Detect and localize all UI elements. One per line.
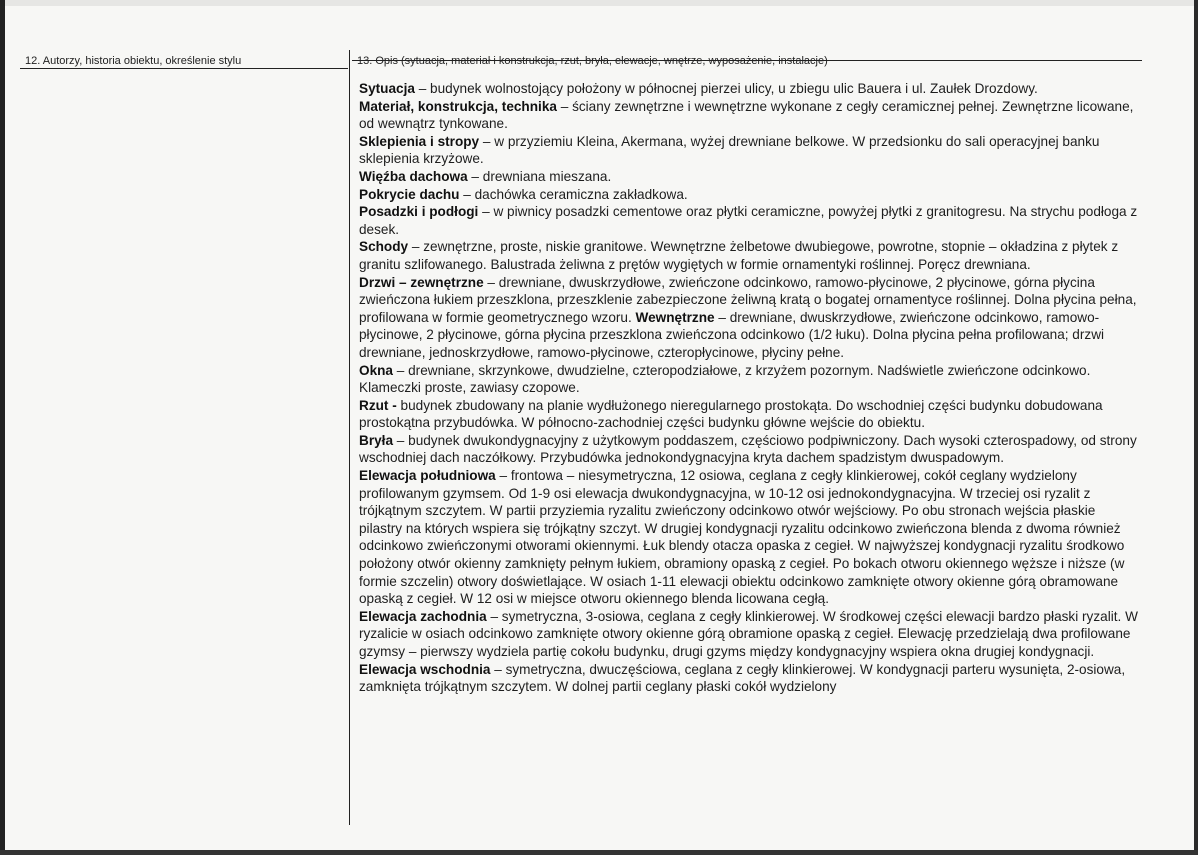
paragraph-text: – symetryczna, 3-osiowa, ceglana z cegły klinkierowej. W środkowej części elewacji bardzo płaski ryzalit. W ryzalicie w osiach odcinkowo zamknięte otwory okienne górą obramione opaską z cegieł. Elewację przedzielają dwa profilowane gzymsy – pierwszy wydziela partię cokołu budynku, drugi gzyms między kondygnacyjny wspiera okna drugiej kondygnacji. [359,608,1138,659]
paragraph-okna [359,362,1141,397]
paragraph-text: – w piwnicy posadzki cementowe oraz płytki ceramiczne, powyżej płytki z granitogresu. Na strychu podłoga z desek. [359,204,1138,237]
paragraph-posadzki [359,203,1141,238]
column-divider [349,50,350,825]
paragraph-label: Sytuacja [359,81,415,96]
paragraph-label: Rzut - [359,397,397,413]
paragraph-wiezba [359,168,1141,186]
paragraph-label: Drzwi – zewnętrzne [359,274,484,290]
scan-edge-right [1194,0,1198,855]
scan-edge-top [0,0,1198,6]
paragraph-text: – w przyziemiu Kleina, Akermana, wyżej drewniane belkowe. W przedsionku do sali operacyjnej banku sklepienia krzyżowe. [359,133,1100,167]
paragraph-elewacja-poludniowa [359,467,1141,608]
paragraph-text: – drewniana mieszana. [467,168,612,184]
paragraph-label: Pokrycie dachu [359,186,460,202]
paragraph-elewacja-wschodnia [359,661,1141,696]
paragraph-label: Wewnętrzne [635,309,715,325]
paragraph-bryla [359,432,1141,467]
paragraph-pokrycie [359,186,1141,204]
paragraph-text: – budynek wolnostojący położony w północnej pierzei ulicy, u zbiegu ulic Bauera i ul. Zaułek Drozdowy. [414,81,1038,96]
paragraph-text: – symetryczna, dwuczęściowa, ceglana z cegły klinkierowej. W kondygnacji parteru wysunięta, 2-osiowa, zamknięta trójkątnym szczytem. W dolnej partii ceglany płaski cokół wydzielony [359,661,1126,695]
paragraph-text: – frontowa – niesymetryczna, 12 osiowa, ceglana z cegły klinkierowej, cokół ceglany wydzielony profilowanym gzymsem. Od 1-9 osi elewacja dwukondygnacyjna, w 10-12 osi jednokondygnacyjna. W trzeciej osi ryzalit z trójkątnym szczytem. W partii przyziemia ryzalitu zwieńczony odcinkowo otwór wejściowy. Po obu stronach wejścia płaskie pilastry na których wspiera się trójkątny szczyt. W drugiej kondygnacji ryzalitu odcinkowo zwieńczona blenda z dwoma również odcinkowo zwieńczonymi otworami okiennymi. Łuk blendy otacza opaska z cegieł. W najwyższej kondygnacji ryzalitu środkowo położony otwór okienny zamknięty pełnym łukiem, obramiony opaską z cegieł. Po bokach otworu okiennego węższe i niższe (w formie szczelin) otwory doświetlające. W osiach 1-11 elewacji obiektu odcinkowo zamknięte otwory okienne górą obramowane opaską z cegieł. W 12 osi w miejsce otworu okiennego blenda licowana cegłą. [359,468,1125,607]
paragraph-text: budynek zbudowany na planie wydłużonego nieregularnego prostokąta. Do wschodniej części budynku dobudowana prostokątna przybudówka. W północno-zachodniej części budynku główne wejście do obiektu. [359,397,1103,431]
paragraph-label: Elewacja zachodnia [359,608,487,624]
paragraph-text: – drewniane, skrzynkowe, dwudzielne, czteropodziałowe, z krzyżem pozornym. Nadświetle zwieńczone odcinkowo. Klameczki proste, zawiasy czopowe. [359,362,1091,396]
paragraph-text: – drewniane, dwuskrzydłowe, zwieńczone odcinkowo, ramowo-płycinowe, 2 płycinowe, górna płycina zwieńczona łukiem przeszklona, przeszklenie zabezpieczone żeliwną kratą o bogatej ornamentyce roślinnej. Dolna płycina pełna, profilowana w formie geometrycznego wzoru. [359,274,1137,325]
section-12-header: 12. Autorzy, historia obiektu, określenie stylu [25,55,242,67]
paragraph-label: Materiał, konstrukcja, technika [359,98,557,114]
paragraph-sytuacja [359,80,1141,98]
section-12-rule [20,68,348,69]
paragraph-label: Elewacja południowa [359,468,496,484]
paragraph-label: Więźba dachowa [359,168,468,184]
paragraph-text: – dachówka ceramiczna zakładkowa. [459,186,688,202]
scan-edge-left [0,0,5,855]
paragraph-material [359,98,1141,133]
paragraph-text: – drewniane, dwuskrzydłowe, zwieńczone odcinkowo, ramowo-płycinowe, 2 płycinowe, górna płycina przeszklona zwieńczona odcinkowo (1/2 łuku). Dolna płycina pełna profilowana; drzwi drewniane, jednoskrzydłowe, ramowo-płycinowe, czteropłycinowe, płyciny pełne. [359,309,1105,360]
paragraph-label: Posadzki i podłogi [359,204,479,220]
section-13-rule [352,60,1142,61]
paragraph-label: Schody [359,239,409,255]
paragraph-label: Bryła [359,432,394,448]
description-body [359,80,1141,696]
paragraph-drzwi [359,274,1141,362]
paragraph-sklepienia [359,133,1141,168]
paragraph-text: – budynek dwukondygnacyjny z użytkowym poddaszem, częściowo podpiwniczony. Dach wysoki czterospadowy, od strony wschodniej dach naczółkowy. Przybudówka jednokondygnacyjna kryta dachem spadzistym dwuspadowym. [359,432,1137,466]
paragraph-text: – ściany zewnętrzne i wewnętrzne wykonane z cegły ceramicznej pełnej. Zewnętrzne licowane, od wewnątrz tynkowane. [359,98,1134,132]
scan-edge-bottom [0,850,1198,855]
paragraph-schody [359,238,1141,273]
paragraph-rzut [359,397,1141,432]
paragraph-label: Elewacja wschodnia [359,661,491,677]
paragraph-text: – zewnętrzne, proste, niskie granitowe. Wewnętrzne żelbetowe dwubiegowe, powrotne, stopnie – okładzina z płytek z granitu szlifowanego. Balustrada żeliwna z prętów wygiętych w formie ornamentyki roślinnej. Poręcz drewniana. [359,239,1119,272]
paragraph-label: Sklepienia i stropy [359,133,480,149]
section-13-header: 13. Opis (sytuacja, materiał i konstrukcja, rzut, bryła, elewacje, wnętrze, wyposażenie, instalacje) [357,55,828,67]
paragraph-elewacja-zachodnia [359,608,1141,661]
paragraph-label: Okna [359,362,393,378]
